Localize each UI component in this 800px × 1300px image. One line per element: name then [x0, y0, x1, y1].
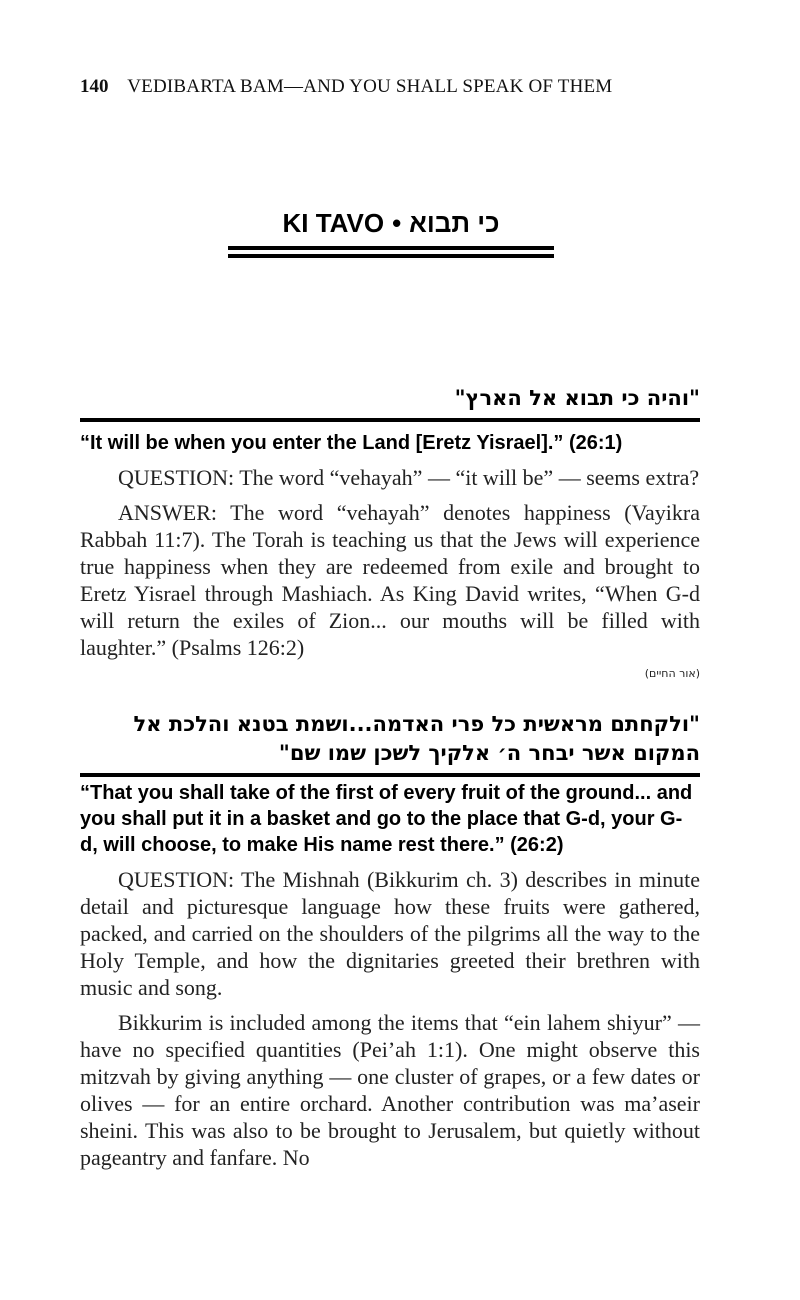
- chapter-title: [228, 208, 554, 239]
- book-title: VEDIBARTA BAM—AND YOU SHALL SPEAK OF THEM: [127, 76, 613, 97]
- section-2: [80, 710, 700, 1171]
- question-paragraph: QUESTION: The word “vehayah” — “it will be” — seems extra?: [118, 465, 700, 490]
- main-content: [80, 384, 700, 1171]
- verse-heading-rule: [80, 418, 700, 422]
- page-number: 140: [80, 76, 109, 97]
- running-head: [80, 76, 612, 98]
- section-1: [80, 384, 700, 680]
- body-paragraph: Bikkurim is included among the items that “ein lahem shiyur” — have no specified quantities (Pei’ah 1:1). One might observe this mitzvah by giving anything — one cluster of grapes, or a few dates or olives — for an entire orchard. Another contribution was ma’aseir sheini. This was also to be brought to Jerusalem, but quietly without pageantry and fanfare. No: [80, 1010, 700, 1170]
- hebrew-verse-heading: [80, 710, 700, 770]
- question-paragraph: QUESTION: The Mishnah (Bikkurim ch. 3) describes in minute detail and picturesque language how these fruits were gathered, packed, and carried on the shoulders of the pilgrims all the way to the Holy Temple, and how the dignitaries greeted their brethren with music and song.: [80, 867, 700, 1000]
- english-verse-heading: “It will be when you enter the Land [Eretz Yisrael].” (26:1): [80, 432, 623, 454]
- chapter-title-underline: [228, 246, 554, 262]
- hebrew-verse-line: "ולקחתם מראשית כל פרי האדמה...ושמת בטנא והלכת אל: [133, 712, 700, 736]
- title-rule-top: [228, 246, 554, 250]
- hebrew-verse-line: המקום אשר יבחר ה׳ אלקיך לשכן שמו שם": [278, 741, 700, 765]
- chapter-title-english: KI TAVO: [282, 208, 385, 238]
- english-verse-heading: “That you shall take of the first of every fruit of the ground... and you shall put it in a basket and go to the place that G-d, your G-d, will choose, to make His name rest there.” (26:2): [80, 782, 693, 856]
- chapter-title-separator: •: [392, 208, 402, 238]
- chapter-title-hebrew: כי תבוא: [409, 208, 500, 238]
- hebrew-verse-heading: "והיה כי תבוא אל הארץ": [454, 386, 700, 410]
- verse-heading-rule: [80, 773, 700, 777]
- source-citation: (אור החיים): [644, 667, 700, 680]
- answer-paragraph: ANSWER: The word “vehayah” denotes happiness (Vayikra Rabbah 11:7). The Torah is teaching us that the Jews will experience true happiness when they are redeemed from exile and brought to Eretz Yisrael through Mashiach. As King David writes, “When G-d will return the exiles of Zion... our mouths will be filled with laughter.” (Psalms 126:2): [80, 500, 700, 660]
- title-rule-bottom: [228, 254, 554, 258]
